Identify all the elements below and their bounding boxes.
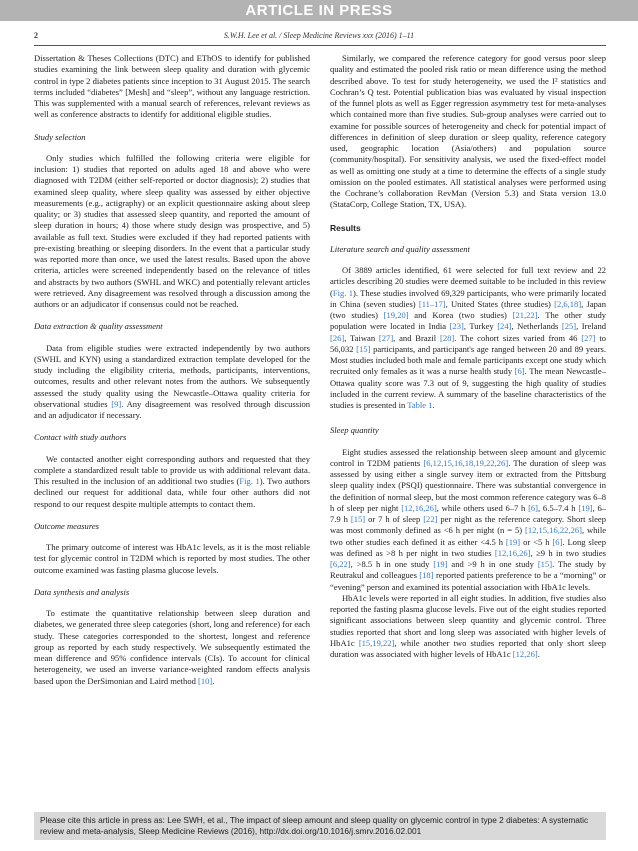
subheading-sleep-quantity: Sleep quantity [330, 425, 379, 436]
reference-link[interactable]: [15,19,22] [358, 637, 395, 648]
text: . The duration of sleep was assessed by using either a single survey item or extracted from the Pittsburg sleep quality index (PSQI) questionnaire. There was substantial convergence in the definition of normal sleep, but the most common reference category was 6–8 h of sleep per night [330, 457, 606, 513]
reference-link[interactable]: [6] [552, 536, 563, 547]
text: per night as the reference category. Short sleep was most commonly defined as <6 h per night (n = 5) [330, 514, 606, 536]
section-heading-results: Results [330, 222, 361, 233]
text: . [432, 400, 435, 410]
reference-link[interactable]: [15] [356, 343, 371, 354]
header-rule [34, 45, 606, 46]
text: , 6–7.9 h [330, 502, 607, 524]
text: , Netherlands [511, 321, 562, 332]
reference-link[interactable]: [6,12,15,16,18,19,22,26] [423, 457, 509, 468]
text: . The cohort sizes varied from 46 [454, 332, 582, 343]
paragraph [330, 265, 606, 411]
subheading-data-extraction: Data extraction & quality assessment [34, 321, 163, 332]
subheading-outcome-measures: Outcome measures [34, 520, 99, 531]
text: , while another two studies reported that only short sleep duration was associated with higher levels of HbA1c [330, 637, 606, 659]
text: , 6.5–7.4 h [538, 502, 579, 513]
reference-link[interactable]: [15] [537, 559, 553, 569]
paragraph [34, 454, 310, 510]
reference-link[interactable]: [25] [561, 321, 577, 332]
reference-link[interactable]: [12,15,16,22,26] [524, 525, 582, 536]
text: , Japan (two studies) [330, 298, 606, 320]
text: . Long sleep was defined as >8 h per night in two studies [330, 536, 606, 558]
text: , >8.5 h in one study [350, 559, 434, 569]
reference-link[interactable]: [19] [578, 502, 593, 513]
paragraph: Only studies which fulfilled the following criteria were eligible for inclusion: 1) studies that reported on adults aged 18 and above who were diagnosed with T2DM (either self-reported or doctor diagnosis); 2) studies that examined sleep quality, where sleep quality was assessed by either objective measurements (e.g., actigraphy) or an explicit questionnaire asking about sleep quality; or 3) studies that assessed sleep quantity, and reported the amount of sleep duration in hours; 4) those where study design was prospective, and 5) available as full text. Studies were excluded if they had reported patients with pre-existing breathing or sleeping disorders. In the event that a particular study was reported more than once, we used the latest results. Based upon the above criteria, articles were screened independently based on the relevance of titles and abstracts by two authors (SWHL and WKC) and potentially relevant articles were retrieved. Any disagreement was resolved through a discussion among the authors or an adjudicator if consensus could not be reached. [34, 152, 310, 309]
reference-link[interactable]: [9] [111, 398, 122, 409]
reference-link[interactable]: [15] [350, 514, 366, 524]
text: , Taiwan [344, 332, 379, 343]
text: . The other study population were located in India [330, 310, 607, 332]
reference-link[interactable]: [23] [449, 321, 464, 332]
text: . [537, 649, 540, 659]
reference-link[interactable]: [12,26] [512, 649, 538, 659]
reference-link[interactable]: [24] [497, 321, 512, 332]
paragraph: The primary outcome of interest was HbA1c levels, as it is the most reliable test for glycemic control in T2DM which is reported by most studies. The other outcome examined was fasting plasma glucose levels. [34, 542, 310, 575]
reference-link[interactable]: [2,6,18] [554, 298, 582, 309]
page-number: 2 [34, 31, 38, 40]
article-in-press-banner: ARTICLE IN PRESS [0, 0, 638, 21]
figure-link[interactable]: Fig. 1 [332, 287, 353, 298]
text: , Ireland [576, 321, 606, 332]
paragraph [330, 593, 606, 661]
reference-link[interactable]: [19,20] [383, 310, 409, 320]
text: ). These studies involved 69,329 participants, who were primarily located in China (seven studies) [330, 287, 606, 309]
reference-link[interactable]: [26] [330, 332, 345, 343]
text: Of 3889 articles identified, 61 were selected for full text review and 22 articles describing 20 studies were deemed suitable to be included in this review ( [330, 265, 606, 298]
text: , and Brazil [393, 332, 441, 343]
text: , ≥9 h in two studies [530, 547, 606, 558]
text: participants, and participant's age ranged between 20 and 89 years. Most studies included both male and female participants except one study which recruited only females as it was a nurse health study [330, 343, 606, 377]
text: , while others used 6–7 h [436, 502, 529, 513]
reference-link[interactable]: [12,16,26] [401, 502, 437, 513]
citation-footer: Please cite this article in press as: Lee SWH, et al., The impact of sleep amount and sleep quality on glycemic control in type 2 diabetes: A systematic review and meta-analysis, Sleep Medicine Reviews (2016), http://dx.doi.org/10.1016/j.smrv.2016.02.001 [34, 812, 606, 840]
text: to 56,032 [330, 332, 606, 354]
subheading-study-selection: Study selection [34, 131, 86, 142]
text: . [212, 675, 215, 686]
reference-link[interactable]: [18] [419, 570, 434, 581]
text: ). Two authors declined our request for additional data, while four other authors did not respond to our request despite multiple attempts to contact them. [34, 476, 310, 509]
text: and Korea (two studies) [408, 310, 513, 320]
reference-link[interactable]: [21,22] [512, 310, 538, 320]
reference-link[interactable]: [19] [505, 536, 521, 547]
reference-link[interactable]: [28] [440, 332, 455, 343]
right-column [330, 53, 606, 660]
subheading-contact-authors: Contact with study authors [34, 432, 127, 443]
running-title: S.W.H. Lee et al. / Sleep Medicine Reviews xxx (2016) 1–11 [223, 31, 415, 40]
text: and >9 h in one study [447, 559, 538, 569]
text: reported patients preference to be a “morning” or “evening” person and examined its potential association with HbA1c levels. [330, 570, 606, 592]
paragraph: Similarly, we compared the reference category for good versus poor sleep quality and estimated the pooled risk ratio or mean difference using the method described above. To test for study heterogeneity, we used the I² statistics and Cochran’s Q test. Potential publication bias was evaluated by visual inspection of the funnel plots as well as Egger regression asymmetry test for meta-analyses which contained more than five studies. Sub-group analyses were carried out to examine for possible sources of heterogeneity and check for potential impact of differences in definition of sleep duration or sleep quality, reference category used, geographic location (Asia/others) and population source (community/hospital). For sensitivity analysis, we used the fixed-effect model as well as omitting one study at a time to determine the effects of a single study omission on the pooled estimates. All statistical analyses were performed using the Cochrane’s collaboration RevMan (Version 5.3) and Stata version 13.0 (StataCorp, College Station, TX, USA). [330, 53, 606, 210]
subheading-literature-search: Literature search and quality assessment [330, 243, 470, 254]
text: . Any disagreement was resolved through discussion and an adjudicator if necessary. [34, 398, 310, 420]
text: , while two other studies each defined it as either <4.5 h [330, 525, 606, 547]
text: or <5 h [520, 536, 553, 547]
text: We contacted another eight corresponding authors and requested that they complete a standardized result table to provide us with additional relevant data. This resulted in the inclusion of an additional two studies ( [34, 453, 310, 486]
text: To estimate the quantitative relationship between sleep duration and diabetes, we generated three sleep categories (short, long and reference) for each study. These categories corresponded to the shortest, longest and reference group as reported by each study respectively. We subsequently estimated the mean difference and 95% confidence intervals (CIs). To account for clinical heterogeneity, we used an inverse variance-weighted random effects analysis based upon the DerSimonian and Laird method [34, 608, 310, 686]
paragraph [34, 608, 310, 687]
reference-link[interactable]: [10] [198, 675, 213, 686]
text: or 7 h of sleep [365, 514, 424, 524]
reference-link[interactable]: [22] [423, 514, 438, 524]
paragraph [34, 343, 310, 422]
text: . The study by Reutrakul and colleagues [330, 559, 606, 581]
reference-link[interactable]: [12,16,26] [494, 547, 531, 558]
figure-link[interactable]: Fig. 1 [239, 476, 260, 486]
text: HbA1c levels were reported in all eight studies. In addition, five studies also reported the fasting plasma glucose levels. Five out of the eight studies reported significant associations between sleep quantity and glycemic control. Three studies reported that short and long sleep was associated with higher levels of HbA1c [330, 592, 606, 648]
reference-link[interactable]: [19] [433, 559, 448, 569]
text: , Turkey [463, 321, 498, 332]
reference-link[interactable]: [27] [581, 332, 596, 343]
reference-link[interactable]: [6,22] [330, 559, 351, 569]
text: Eight studies assessed the relationship between sleep amount and glycemic control in T2DM patients [330, 446, 606, 468]
table-link[interactable]: Table 1 [407, 400, 433, 410]
paragraph [330, 447, 606, 593]
paragraph: Dissertation & Theses Collections (DTC) and EThOS to identify for published studies examining the link between sleep quality and duration with glycemic control in type 2 diabetes patients since inception to 31 August 2015. The search terms included “diabetes” [Mesh] and “sleep”, without any language restriction. This was supplemented with a manual search of references, relevant reviews as well as conference abstracts to identify for additional eligible studies. [34, 53, 310, 120]
text: , United States (three studies) [445, 298, 555, 309]
text: . The mean Newcastle–Ottawa quality score was 7.3 out of 9, suggesting the high quality of studies included in the current review. A summary of the baseline characteristics of the studies is presented in [330, 366, 606, 410]
text: Data from eligible studies were extracted independently by two authors (SWHL and KYN) using a standardized extraction template developed for the study including the eligibility criteria, methods, participants, interventions, outcomes, results and other relevant notes from the authors. We subsequently assessed the study quality using the Newcastle–Ottawa quality criteria for observational studies [34, 342, 310, 409]
reference-link[interactable]: [6] [528, 502, 539, 513]
reference-link[interactable]: [6] [514, 366, 525, 377]
reference-link[interactable]: [27] [378, 332, 394, 343]
subheading-data-synthesis: Data synthesis and analysis [34, 586, 130, 597]
left-column [34, 53, 310, 687]
reference-link[interactable]: [11–17] [418, 298, 446, 309]
